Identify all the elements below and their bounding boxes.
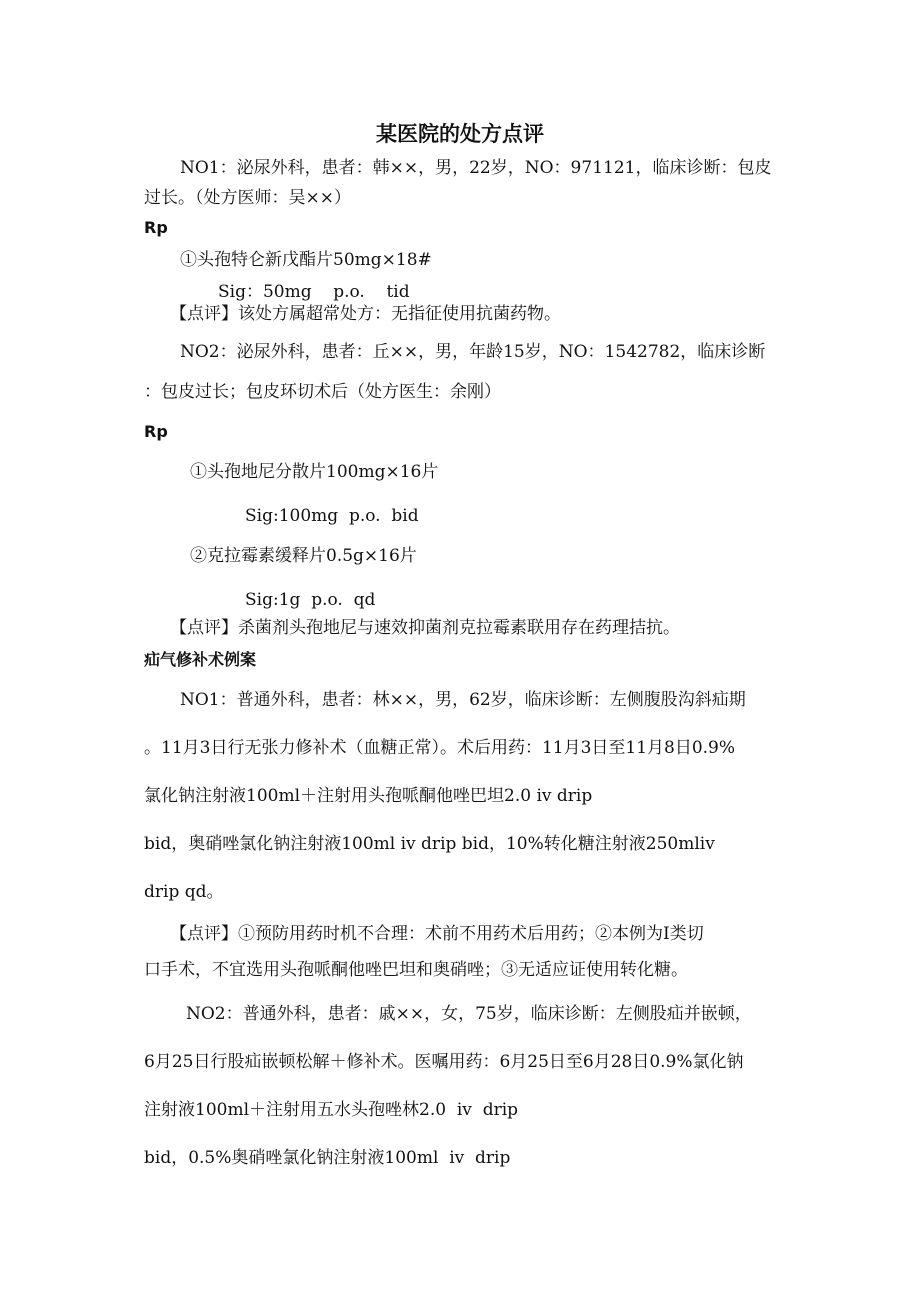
case-2-drug-1: ①头孢地尼分散片100mg×16片 — [190, 462, 439, 482]
case-1-drug-1: ①头孢特仑新戊酯片50mg×18# — [180, 250, 432, 270]
case-3-line-5: drip qd。 — [144, 882, 224, 902]
case-2-comment: 【点评】杀菌剂头孢地尼与速效抑菌剂克拉霉素联用存在药理拮抗。 — [170, 618, 680, 638]
case-1-header-line-1: NO1：泌尿外科，患者：韩××，男，22岁，NO：971121，临床诊断：包皮 — [180, 158, 772, 178]
case-1-sig-1: Sig：50mg p.o. tid — [218, 282, 410, 302]
case-2-sig-2: Sig:1g p.o. qd — [245, 590, 376, 610]
case-2-header-line-2: ：包皮过长；包皮环切术后（处方医生：余刚） — [144, 382, 501, 402]
page-title: 某医院的处方点评 — [376, 121, 544, 146]
case-1-header-line-2: 过长。（处方医师：吴××） — [144, 188, 351, 208]
case-3-line-2: 。11月3日行无张力修补术（血糖正常）。术后用药：11月3日至11月8日0.9% — [144, 738, 736, 758]
section-heading: 疝气修补术例案 — [144, 650, 257, 669]
case-4-line-4: bid，0.5%奥硝唑氯化钠注射液100ml iv drip — [144, 1148, 511, 1168]
case-1-rp-label: Rp — [144, 218, 168, 237]
case-2-rp-label: Rp — [144, 422, 168, 441]
case-3-line-1: NO1：普通外科，患者：林××，男，62岁，临床诊断：左侧腹股沟斜疝期 — [180, 690, 746, 710]
case-3-line-3: 氯化钠注射液100ml＋注射用头孢哌酮他唑巴坦2.0 iv drip — [144, 786, 593, 806]
case-4-line-3: 注射液100ml＋注射用五水头孢唑林2.0 iv drip — [144, 1100, 519, 1120]
case-2-header-line-1: NO2：泌尿外科，患者：丘××，男，年龄15岁，NO：1542782，临床诊断 — [180, 342, 766, 362]
case-2-sig-1: Sig:100mg p.o. bid — [245, 506, 419, 526]
case-4-line-2: 6月25日行股疝嵌顿松解＋修补术。医嘱用药：6月25日至6月28日0.9%氯化钠 — [144, 1052, 744, 1072]
case-2-drug-2: ②克拉霉素缓释片0.5g×16片 — [190, 546, 417, 566]
case-3-line-4: bid，奥硝唑氯化钠注射液100ml iv drip bid，10%转化糖注射液250mliv — [144, 834, 715, 854]
case-1-comment: 【点评】该处方属超常处方：无指征使用抗菌药物。 — [170, 304, 561, 324]
case-4-line-1: NO2：普通外科，患者：戚××，女，75岁，临床诊断：左侧股疝并嵌顿， — [186, 1004, 752, 1024]
case-3-comment-line-1: 【点评】①预防用药时机不合理：术前不用药术后用药；②本例为I类切 — [170, 924, 704, 944]
case-3-comment-line-2: 口手术，不宜选用头孢哌酮他唑巴坦和奥硝唑；③无适应证使用转化糖。 — [144, 960, 688, 980]
